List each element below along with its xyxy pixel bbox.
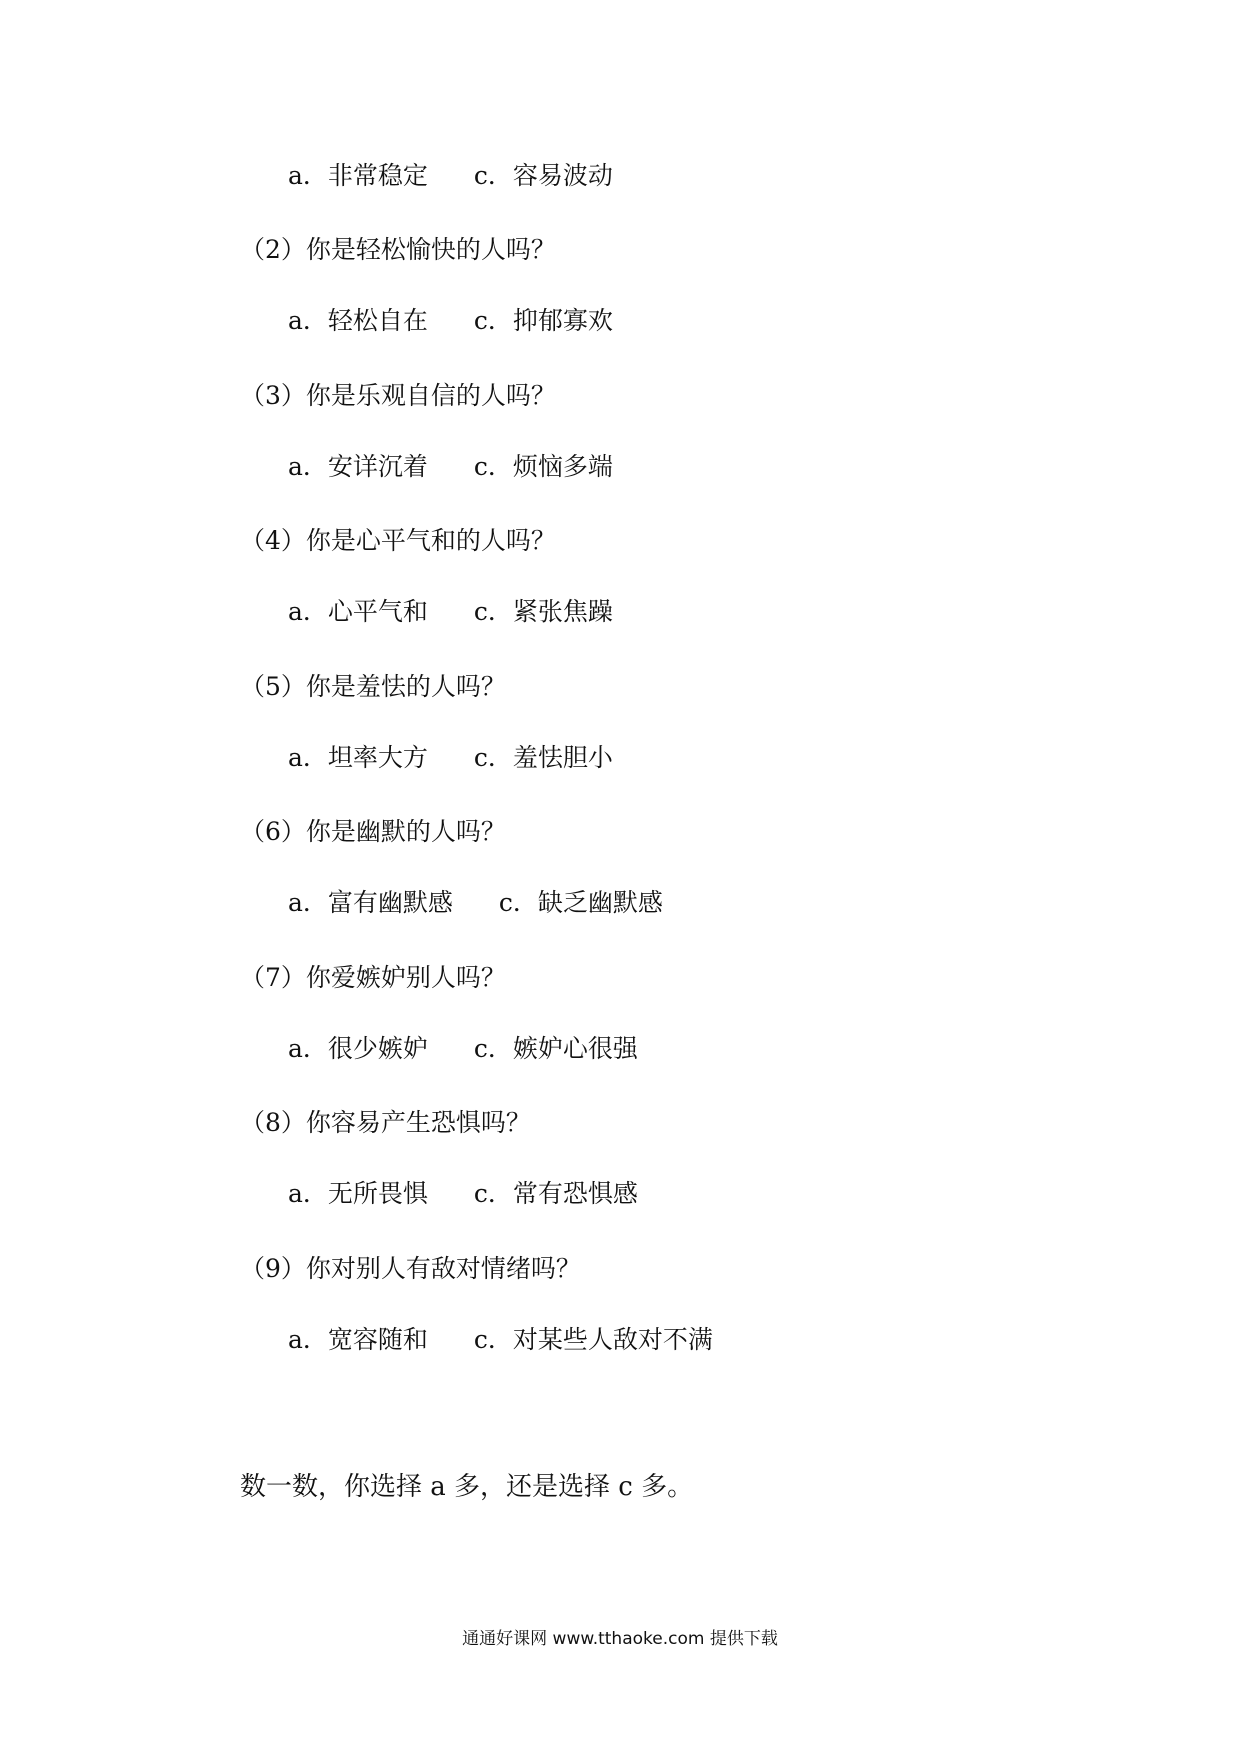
- question-5: （5）你是羞怯的人吗？: [240, 672, 506, 701]
- option-a: a．宽容随和: [288, 1325, 428, 1354]
- option-c: c．烦恼多端: [473, 452, 613, 481]
- option-a: a．轻松自在: [288, 306, 428, 335]
- options-row-3: [288, 450, 613, 484]
- options-row-1: [288, 159, 613, 193]
- option-c: c．紧张焦躁: [473, 597, 613, 626]
- page-footer: 通通好课网 www.tthaoke.com 提供下载: [462, 1629, 778, 1649]
- question-2: （2）你是轻松愉快的人吗？: [240, 235, 556, 264]
- option-a: a．很少嫉妒: [288, 1034, 428, 1063]
- option-a: a．安详沉着: [288, 452, 428, 481]
- options-row-8: [288, 1177, 638, 1211]
- option-c: c．嫉妒心很强: [473, 1034, 638, 1063]
- option-c: c．缺乏幽默感: [498, 888, 663, 917]
- options-row-7: [288, 1032, 638, 1066]
- question-9: （9）你对别人有敌对情绪吗？: [240, 1254, 581, 1283]
- options-row-9: [288, 1323, 713, 1357]
- option-a: a．无所畏惧: [288, 1179, 428, 1208]
- option-a: a．坦率大方: [288, 743, 428, 772]
- options-row-5: [288, 741, 613, 775]
- question-3: （3）你是乐观自信的人吗？: [240, 381, 556, 410]
- option-c: c．常有恐惧感: [473, 1179, 638, 1208]
- question-4: （4）你是心平气和的人吗？: [240, 526, 556, 555]
- question-6: （6）你是幽默的人吗？: [240, 817, 506, 846]
- option-c: c．对某些人敌对不满: [473, 1325, 713, 1354]
- options-row-2: [288, 304, 613, 338]
- options-row-4: [288, 595, 613, 629]
- options-row-6: [288, 886, 663, 920]
- option-a: a．心平气和: [288, 597, 428, 626]
- option-c: c．容易波动: [473, 161, 613, 190]
- option-a: a．富有幽默感: [288, 888, 453, 917]
- question-7: （7）你爱嫉妒别人吗？: [240, 963, 506, 992]
- question-8: （8）你容易产生恐惧吗？: [240, 1108, 531, 1137]
- option-c: c．抑郁寡欢: [473, 306, 613, 335]
- summary-instruction: 数一数，你选择 a 多，还是选择 c 多。: [240, 1472, 694, 1502]
- option-c: c．羞怯胆小: [473, 743, 613, 772]
- option-a: a．非常稳定: [288, 161, 428, 190]
